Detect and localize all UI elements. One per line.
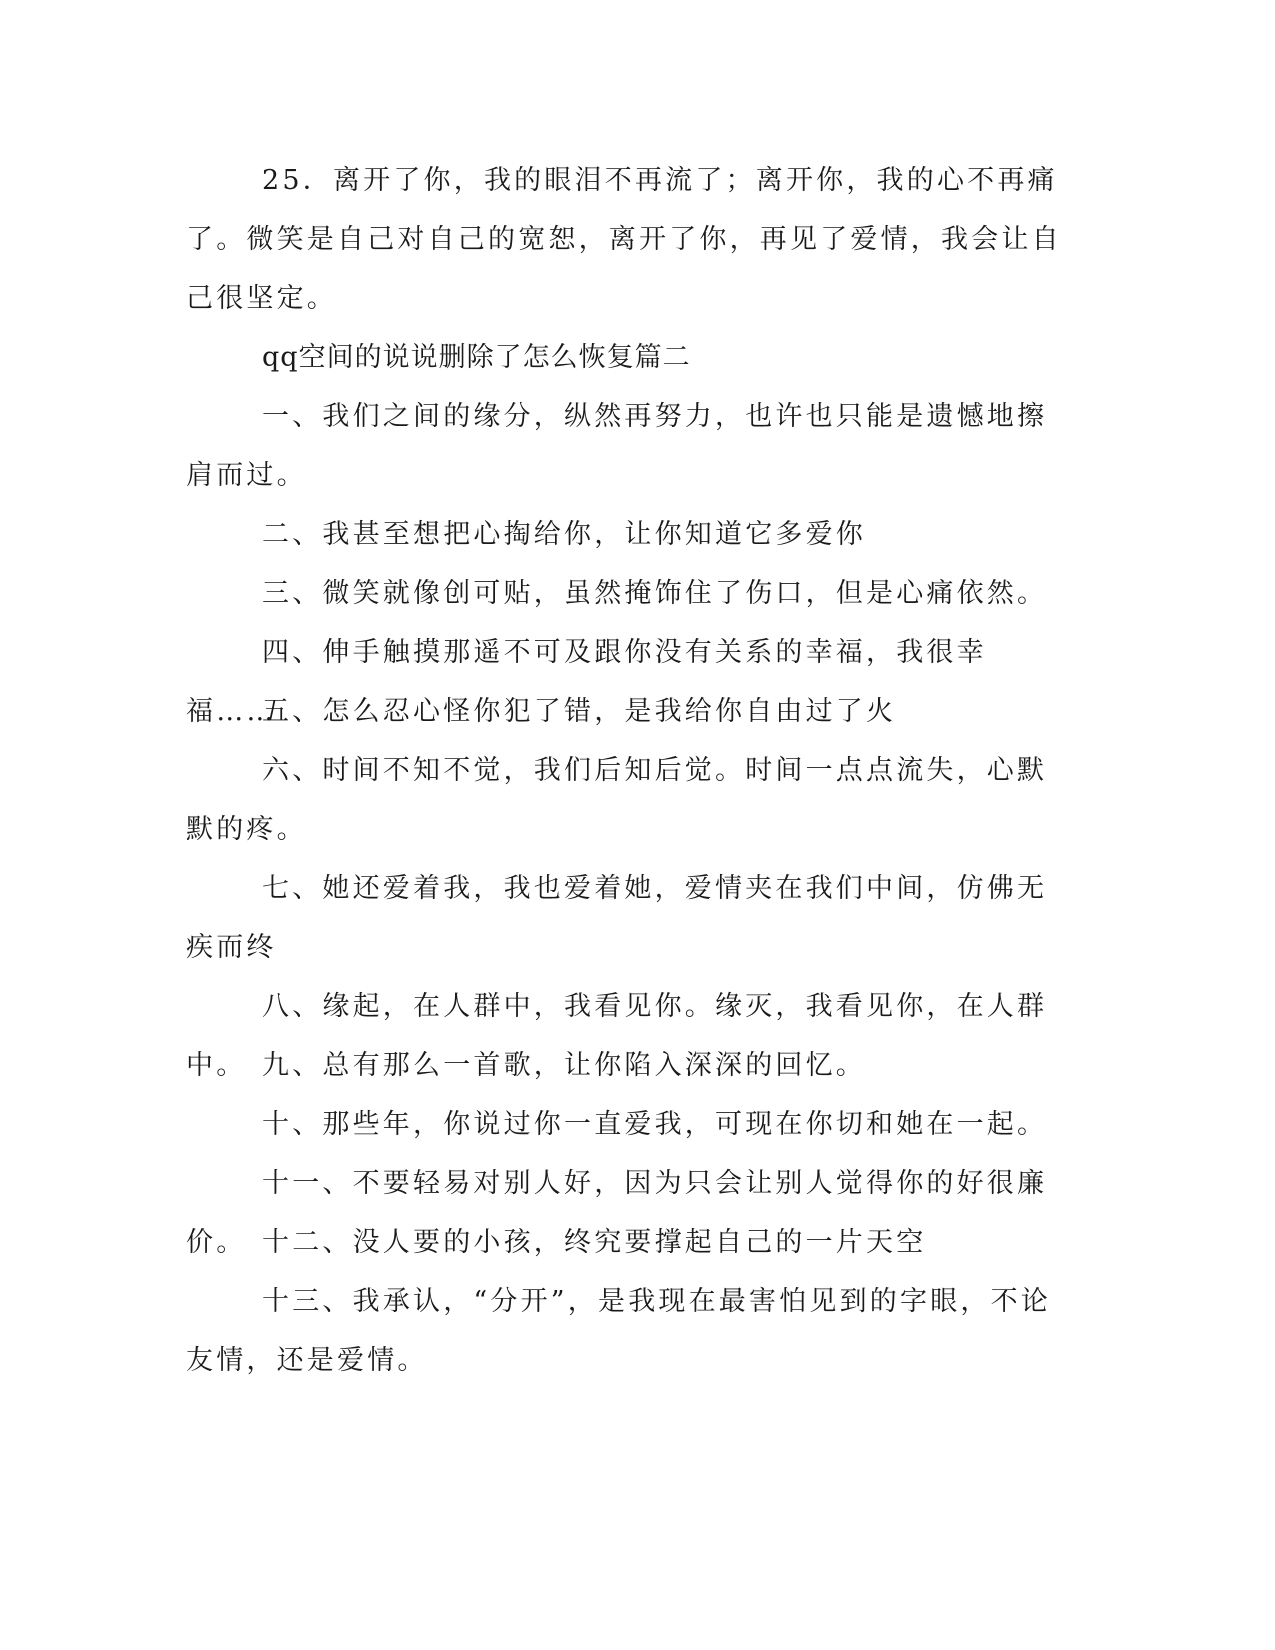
paragraph-item-4: 四、伸手触摸那遥不可及跟你没有关系的幸福，我很幸福…… [186,637,987,727]
paragraph-item-9: 九、总有那么一首歌，让你陷入深深的回忆。 [262,1050,866,1081]
section-heading: qq空间的说说删除了怎么恢复篇二 [262,342,691,373]
paragraph-item-13: 十三、我承认，“分开”，是我现在最害怕见到的字眼，不论友情，还是爱情。 [186,1286,1052,1376]
paragraph-item-6: 六、时间不知不觉，我们后知后觉。时间一点点流失，心默默的疼。 [186,755,1048,845]
paragraph-item-10: 十、那些年，你说过你一直爱我，可现在你切和她在一起。 [262,1109,1048,1140]
paragraph-item-7: 七、她还爱着我，我也爱着她，爱情夹在我们中间，仿佛无疾而终 [186,873,1048,963]
paragraph-item-2: 二、我甚至想把心掏给你，让你知道它多爱你 [262,519,866,550]
paragraph-25: 25．离开了你，我的眼泪不再流了；离开你，我的心不再痛了。微笑是自己对自己的宽恕，离开了你，再见了爱情，我会让自己很坚定。 [186,165,1062,314]
paragraph-item-8: 八、缘起，在人群中，我看见你。缘灭，我看见你，在人群中。 [186,991,1048,1081]
paragraph-item-1: 一、我们之间的缘分，纵然再努力，也许也只能是遗憾地擦肩而过。 [186,401,1048,491]
paragraph-item-12: 十二、没人要的小孩，终究要撑起自己的一片天空 [262,1227,927,1258]
paragraph-item-3: 三、微笑就像创可贴，虽然掩饰住了伤口，但是心痛依然。 [262,578,1048,609]
paragraph-item-11: 十一、不要轻易对别人好，因为只会让别人觉得你的好很廉价。 [186,1168,1048,1258]
paragraph-item-5: 五、怎么忍心怪你犯了错，是我给你自由过了火 [262,696,897,727]
